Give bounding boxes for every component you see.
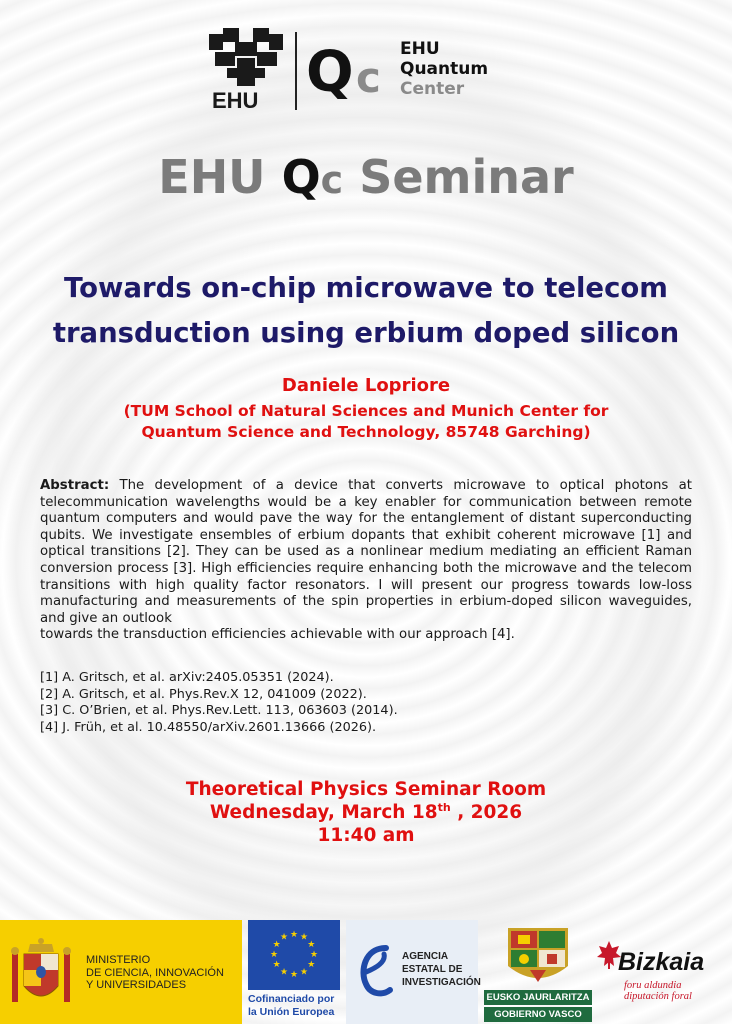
abstract [40,478,692,644]
svg-text:★: ★ [307,960,316,970]
svg-text:★: ★ [299,967,309,978]
venue-time: 11:40 am [317,825,415,846]
ministerio-text [86,954,224,992]
sponsor-logos [0,920,732,1024]
talk-title [20,266,712,356]
affiliation-line1: (TUM School of Natural Sciences and Munich Center for [123,402,609,420]
agencia-estatal-logo [346,920,481,1024]
seminar-heading-prefix: EHU [158,150,282,204]
venue-room: Theoretical Physics Seminar Room [185,779,547,800]
svg-text:★: ★ [289,930,299,940]
ehu-logo [206,28,286,113]
talk-title-line2: transduction using erbium doped silicon [52,317,680,349]
reference-item: [2] A. Gritsch, et al. Phys.Rev.X 12, 041009 (2022). [40,686,367,702]
gobierno-vasco-band: GOBIERNO VASCO [484,1007,592,1022]
bizkaia-sub-line1: foru aldundia [624,980,682,991]
center-name-line2: Quantum [400,59,489,79]
bizkaia-name: Bizkaia [618,948,705,976]
bizkaia-subtitle [624,980,692,1002]
speaker-affiliation [60,401,672,443]
svg-text:★: ★ [272,960,281,970]
eu-cofinanced-logo [248,920,340,1024]
seminar-heading [0,150,732,204]
svg-text:★: ★ [279,932,289,943]
logo-divider [295,32,297,110]
eu-flag-icon [248,920,340,990]
svg-text:★: ★ [289,970,299,980]
ehu-quantum-center-logo [200,24,530,116]
reference-item: [4] J. Früh, et al. 10.48550/arXiv.2601.13666 (2026). [40,719,377,735]
seminar-heading-c: c [320,158,344,202]
svg-text:★: ★ [307,940,316,950]
seminar-heading-q: Q [281,150,321,204]
ministerio-line2: DE CIENCIA, INNOVACIÓN [86,966,224,979]
gobierno-vasco-logo [484,920,592,1024]
eu-line1: Cofinanciado por [248,993,335,1005]
svg-text:★: ★ [299,932,309,943]
venue-date-suffix: , 2026 [450,802,523,823]
venue-date-prefix: Wednesday, March 18 [209,802,438,823]
basque-coat-of-arms-icon [500,926,576,988]
bizkaia-sub-line2: diputación foral [624,991,692,1002]
agencia-e-icon [356,942,396,1000]
agencia-text [402,950,481,989]
center-name-line1: EHU [400,39,440,59]
spanish-coat-of-arms-icon [8,936,74,1012]
ministerio-line1: MINISTERIO [86,954,151,966]
agencia-line1: AGENCIA [402,951,449,962]
eu-line2: la Unión Europea [248,1006,335,1018]
quantum-center-name [400,39,488,99]
talk-title-line1: Towards on-chip microwave to telecom [64,272,668,304]
agencia-line2: ESTATAL DE [402,964,463,975]
reference-item: [1] A. Gritsch, et al. arXiv:2405.05351 (2024). [40,670,334,685]
venue-info [0,778,732,847]
ministerio-logo [0,920,242,1024]
svg-text:★: ★ [309,950,319,960]
venue-date [0,801,732,824]
affiliation-line2: Quantum Science and Technology, 85748 Garching) [141,423,591,441]
abstract-label: Abstract: [40,478,110,493]
qc-logo-q: Q [306,40,354,105]
ehu-logo-text: EHU [212,88,259,113]
ehu-tree-icon [209,28,283,86]
svg-text:★: ★ [269,950,279,960]
references-list [40,670,692,736]
bizkaia-logo [594,920,732,1024]
speaker-name: Daniele Lopriore [281,375,451,396]
seminar-heading-suffix: Seminar [343,150,574,204]
abstract-tail: towards the transduction efficiencies achievable with our approach [4]. [40,627,515,643]
svg-text:★: ★ [272,940,281,950]
center-name-line3: Center [400,79,465,99]
abstract-body: The development of a device that converts microwave to optical photons at telecommunication wavelengths would be a key enabler for communication between remote quantum computers and would pave the way for the entanglement of distant superconducting qubits. We investigate ensembles of erbium dopants that exhibit coherent microwave [1] and optical transitions [2]. They can be used as a nonlinear medium mediating an efficient Raman conversion process [3]. High efficiencies require enhancing both the microwave and the telecom transitions with high quality factor resonators. I will present our progress towards low-loss manufacturing and measurements of the spin properties in erbium-doped silicon waveguides, and give an outlook [40,478,692,626]
eusko-jaurlaritza-band: EUSKO JAURLARITZA [484,990,592,1005]
svg-text:★: ★ [279,967,289,978]
qc-logo-c: c [356,53,381,102]
seminar-heading-qc [282,150,344,204]
eu-text [248,993,348,1019]
ministerio-line3: Y UNIVERSIDADES [86,979,187,991]
venue-date-sup: th [437,800,451,814]
reference-item: [3] C. O’Brien, et al. Phys.Rev.Lett. 113, 063603 (2014). [40,703,398,719]
agencia-line3: INVESTIGACIÓN [402,977,481,988]
